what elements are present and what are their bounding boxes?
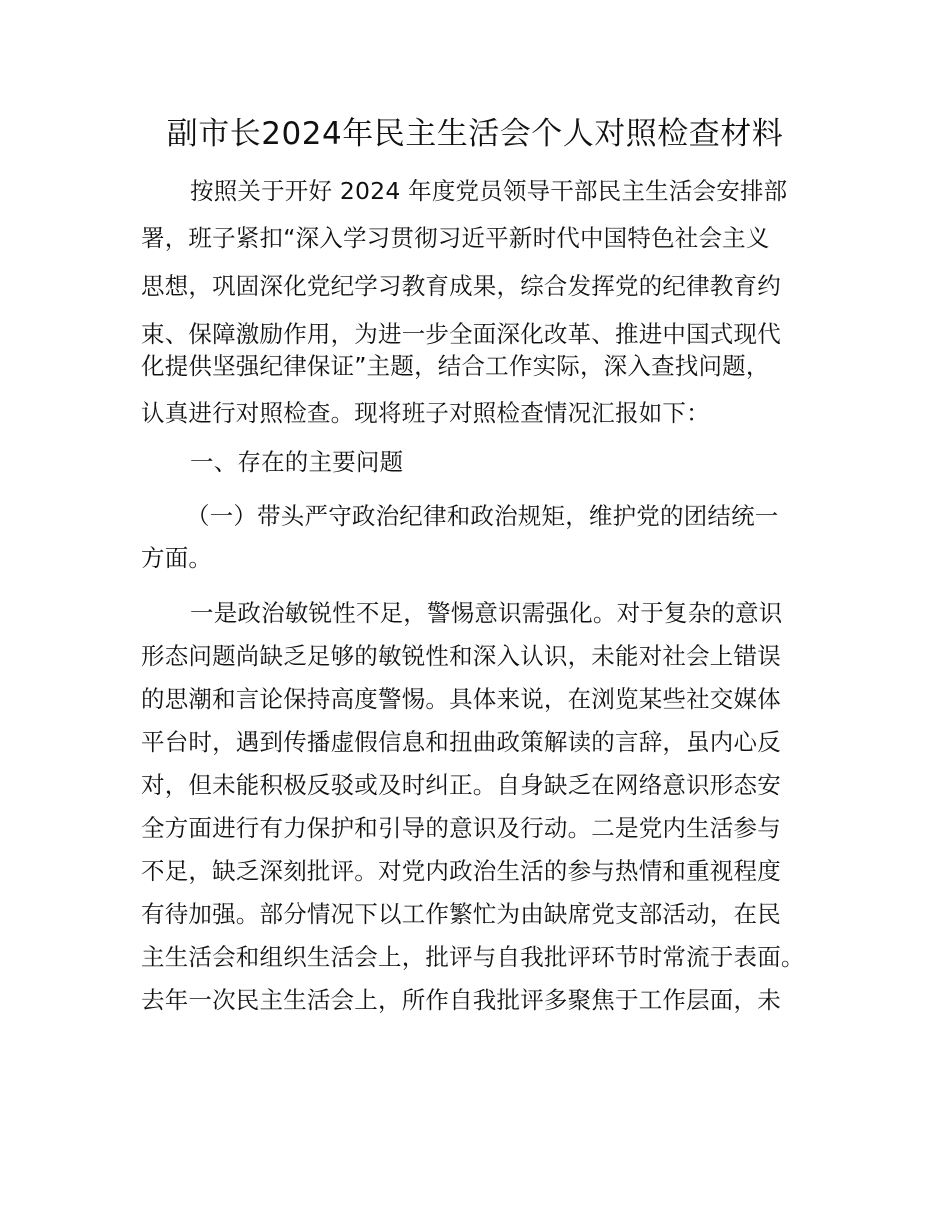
intro-line: 束、保障激励作用，为进一步全面深化改革、推进中国式现代 (141, 320, 781, 348)
body-line: 一是政治敏锐性不足，警惕意识需强化。对于复杂的意识 (190, 599, 783, 627)
body-line: 主生活会和组织生活会上，批评与自我批评环节时常流于表面。 (141, 943, 805, 971)
intro-line: 认真进行对照检查。现将班子对照检查情况汇报如下： (141, 399, 710, 427)
intro-line: 化提供坚强纪律保证”主题，结合工作实际，深入查找问题， (141, 352, 770, 380)
intro-line: 署，班子紧扣“深入学习贯彻习近平新时代中国特色社会主义 (141, 224, 770, 252)
body-line: 形态问题尚缺乏足够的敏锐性和深入认识，未能对社会上错误 (141, 642, 781, 670)
body-line: 对，但未能积极反驳或及时纠正。自身缺乏在网络意识形态安 (141, 771, 781, 799)
subsection-heading-line: 方面。 (141, 544, 213, 572)
body-line: 平台时，遇到传播虚假信息和扭曲政策解读的言辞，虽内心反 (141, 728, 781, 756)
intro-line: 思想，巩固深化党纪学习教育成果，综合发挥党的纪律教育约 (141, 272, 781, 300)
subsection-heading-line: （一）带头严守政治纪律和政治规矩，维护党的团结统一 (186, 502, 779, 530)
body-line: 去年一次民主生活会上，所作自我批评多聚焦于工作层面，未 (141, 986, 781, 1014)
body-line: 有待加强。部分情况下以工作繁忙为由缺席党支部活动，在民 (141, 900, 781, 928)
section-heading: 一、存在的主要问题 (190, 448, 404, 476)
intro-line: 按照关于开好 2024 年度党员领导干部民主生活会安排部 (190, 177, 788, 205)
body-line: 的思潮和言论保持高度警惕。具体来说，在浏览某些社交媒体 (141, 685, 781, 713)
body-line: 全方面进行有力保护和引导的意识及行动。二是党内生活参与 (141, 814, 781, 842)
document-title: 副市长2024年民主生活会个人对照检查材料 (166, 116, 784, 152)
body-line: 不足，缺乏深刻批评。对党内政治生活的参与热情和重视程度 (141, 857, 781, 885)
